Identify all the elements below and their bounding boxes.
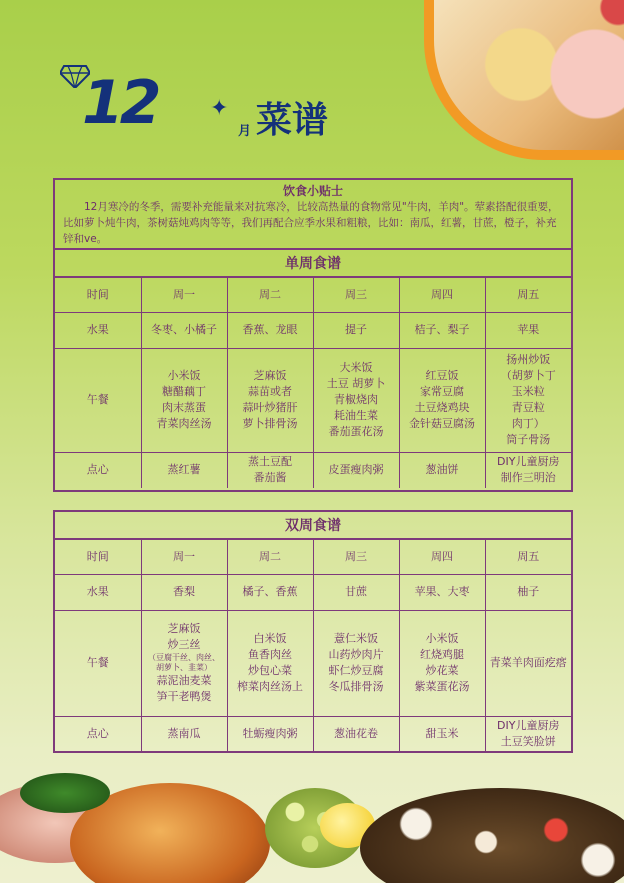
dish: 牡蛎瘦肉粥	[242, 727, 298, 741]
lunch-cell	[399, 348, 485, 452]
double-week-table	[55, 540, 571, 752]
table-header-row	[55, 278, 571, 312]
dish: 葱油饼	[425, 463, 459, 477]
lunch-cell	[485, 610, 571, 716]
dish: 冬瓜排骨汤	[328, 680, 384, 693]
dish: 笋干老鸭煲	[156, 690, 212, 703]
dish: 青菜羊肉面疙瘩	[489, 656, 567, 669]
dish: 薏仁米饭	[334, 632, 378, 645]
lunch-cell	[485, 348, 571, 452]
dessert-photo	[424, 0, 624, 160]
dish: 土豆 胡萝卜	[326, 377, 386, 390]
dish: DIY儿童厨房	[497, 455, 560, 469]
dish: 肉丁）	[511, 417, 545, 430]
header-cell: 周一	[141, 278, 227, 312]
fruit-cell: 香蕉、龙眼	[227, 312, 313, 348]
row-label: 点心	[55, 716, 141, 752]
double-week-card	[53, 510, 573, 753]
dish: 耗油生菜	[334, 409, 378, 422]
dish: （胡萝卜丁	[500, 369, 556, 382]
star-icon: ✦	[210, 96, 229, 121]
fruit-cell: 提子	[313, 312, 399, 348]
dish: 蒜泥油麦菜	[156, 674, 212, 687]
header-cell: 周四	[399, 540, 485, 574]
dish: 青椒烧肉	[334, 393, 378, 406]
header-cell: 时间	[55, 278, 141, 312]
dish: 榨菜肉丝汤上	[237, 680, 303, 693]
header-cell: 周一	[141, 540, 227, 574]
dish: 小米饭	[425, 632, 459, 645]
header-cell: 周二	[227, 278, 313, 312]
lunch-row	[55, 610, 571, 716]
dish: 芝麻饭	[167, 622, 201, 635]
snack-cell	[485, 452, 571, 488]
fruit-cell: 柚子	[485, 574, 571, 610]
dish: 蒸红薯	[167, 463, 201, 477]
single-week-title: 单周食谱	[55, 250, 571, 278]
dish: 蒜叶炒猪肝	[242, 401, 298, 414]
dish: DIY儿童厨房	[497, 719, 560, 733]
fruit-row	[55, 312, 571, 348]
dish: 青豆粒	[511, 401, 545, 414]
dish: 肉末蒸蛋	[162, 401, 206, 414]
dish-note: 胡萝卜、韭菜）	[156, 663, 212, 672]
title-menu-label: 菜谱	[256, 100, 329, 141]
dish: 萝卜排骨汤	[242, 417, 298, 430]
dish: 制作三明治	[500, 471, 556, 485]
snack-cell	[141, 716, 227, 752]
dish-note: （豆腐干丝、肉丝、	[148, 653, 220, 662]
seafood-platter	[360, 788, 624, 883]
dish: 番茄酱	[253, 471, 287, 485]
header-cell: 周二	[227, 540, 313, 574]
fruit-row	[55, 574, 571, 610]
fruit-cell: 苹果	[485, 312, 571, 348]
header-cell: 周三	[313, 278, 399, 312]
dish: 蒸土豆配	[248, 455, 292, 469]
green-vegetables	[20, 773, 110, 813]
single-week-table	[55, 278, 571, 488]
snack-cell	[399, 452, 485, 488]
row-label: 午餐	[55, 610, 141, 716]
lunch-cell	[227, 610, 313, 716]
dish: 红豆饭	[425, 369, 459, 382]
dish: 鱼香肉丝	[248, 648, 292, 661]
dish: 虾仁炒豆腐	[328, 664, 384, 677]
snack-cell	[485, 716, 571, 752]
header-cell: 周五	[485, 278, 571, 312]
header-cell: 周五	[485, 540, 571, 574]
row-label: 水果	[55, 574, 141, 610]
single-week-card	[53, 178, 573, 492]
dish: 番茄蛋花汤	[328, 425, 384, 438]
header-cell: 时间	[55, 540, 141, 574]
lunch-row	[55, 348, 571, 452]
diet-tips	[55, 180, 571, 250]
lunch-cell	[313, 610, 399, 716]
dish: 糖醋藕丁	[162, 385, 206, 398]
dish: 红烧鸡腿	[420, 648, 464, 661]
double-week-title: 双周食谱	[55, 512, 571, 540]
title-number: 12	[82, 68, 158, 138]
fruit-cell: 甘蔗	[313, 574, 399, 610]
dish: 紫菜蛋花汤	[414, 680, 470, 693]
dish: 金针菇豆腐汤	[409, 417, 475, 430]
tips-body: 12月寒冷的冬季，需要补充能量来对抗寒冷，比较高热量的食物常见"牛肉，羊肉"。荤素搭配很重要，比如萝卜炖牛肉，茶树菇炖鸡肉等等，我们再配合应季水果和粗粮，比如：南瓜，红薯，甘蔗，橙子，补充锌和ve。	[63, 201, 559, 245]
lunch-cell	[399, 610, 485, 716]
snack-row	[55, 452, 571, 488]
dish: 大米饭	[339, 361, 373, 374]
dish: 炒花菜	[425, 664, 459, 677]
fruit-cell: 桔子、梨子	[399, 312, 485, 348]
dish: 炒三丝	[167, 638, 201, 651]
dish: 土豆笑脸饼	[500, 735, 556, 749]
dish: 白米饭	[253, 632, 287, 645]
dish: 炒包心菜	[248, 664, 292, 677]
dish: 筒子骨汤	[506, 433, 551, 446]
row-label: 水果	[55, 312, 141, 348]
snack-cell	[313, 452, 399, 488]
snack-cell	[227, 452, 313, 488]
dish: 土豆烧鸡块	[414, 401, 470, 414]
row-label: 午餐	[55, 348, 141, 452]
dish: 甜玉米	[425, 727, 459, 741]
row-label: 点心	[55, 452, 141, 488]
page-title	[60, 60, 340, 140]
title-month: 月	[238, 124, 252, 139]
lunch-cell	[227, 348, 313, 452]
fruit-cell: 香梨	[141, 574, 227, 610]
fruit-cell: 冬枣、小橘子	[141, 312, 227, 348]
snack-cell	[399, 716, 485, 752]
tips-heading: 饮食小贴士	[282, 184, 343, 198]
dish: 家常豆腐	[420, 385, 464, 398]
header-cell: 周四	[399, 278, 485, 312]
table-header-row	[55, 540, 571, 574]
snack-row	[55, 716, 571, 752]
dish: 葱油花卷	[334, 727, 378, 741]
lunch-cell	[141, 348, 227, 452]
fruit-cell: 苹果、大枣	[399, 574, 485, 610]
lunch-cell	[141, 610, 227, 716]
dish: 蒸南瓜	[167, 727, 201, 741]
dish: 芝麻饭	[253, 369, 287, 382]
dish: 蒜苗或者	[248, 385, 292, 398]
lunch-cell	[313, 348, 399, 452]
dish: 玉米粒	[511, 385, 545, 398]
fruit-cell: 橘子、香蕉	[227, 574, 313, 610]
snack-cell	[227, 716, 313, 752]
dish: 青菜肉丝汤	[156, 417, 212, 430]
dish: 山药炒肉片	[328, 648, 384, 661]
snack-cell	[141, 452, 227, 488]
dish: 皮蛋瘦肉粥	[328, 463, 384, 477]
snack-cell	[313, 716, 399, 752]
dish: 扬州炒饭	[506, 353, 551, 366]
header-cell: 周三	[313, 540, 399, 574]
food-photo-strip	[0, 763, 624, 883]
dish: 小米饭	[167, 369, 201, 382]
